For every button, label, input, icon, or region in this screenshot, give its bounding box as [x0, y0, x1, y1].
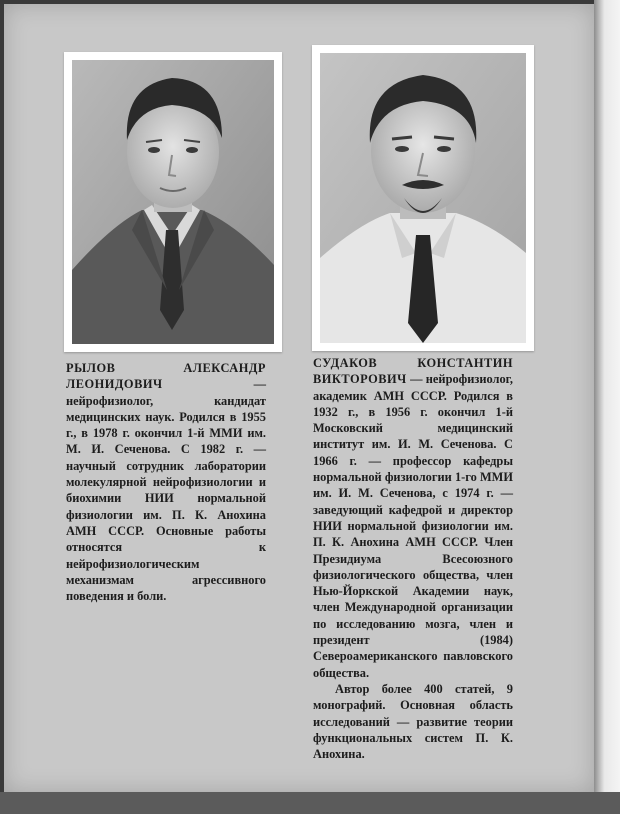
portrait-left-photo	[72, 60, 274, 344]
bio-left-name: РЫЛОВ АЛЕКСАНДР ЛЕОНИДОВИЧ	[66, 361, 266, 392]
bio-left-text: — нейрофизиолог, кандидат медицинских наук. Родился в 1955 г., в 1978 г. окончил 1-й ММИ им. М. И. Сеченова. С 1982 г. — научный сотрудник лаборатории молекулярной нейрофизиологии и биохимии НИИ нормальной физиологии им. П. К. Анохина АМН СССР. Основные работы относятся к нейрофизиологическим механизмам агрессивного поведения и боли.	[66, 377, 266, 604]
bio-right-text: — нейрофизиолог, академик АМН СССР. Родился в 1932 г., в 1956 г. окончил 1-й Московский медицинский институт им. И. М. Сеченова. С 1966 г. — профессор кафедры нормальной физиологии 1-го ММИ им. И. М. Сеченова, с 1974 г. — заведующий кафедрой и директор НИИ нормальной физиологии им. П. К. Анохина АМН СССР. Член Президиума Всесоюзного физиологического общества, член Нью-Йоркской Академии наук, член Международной организации по исследованию мозга, член и президент (1984) Североамериканского павловского общества.	[313, 372, 513, 680]
portrait-right-photo	[320, 53, 526, 343]
bio-right-text2: Автор более 400 статей, 9 монографий. Основная область исследований — развитие теории функциональных систем П. К. Анохина.	[313, 681, 513, 762]
scan-background	[0, 792, 620, 814]
page-edge	[594, 0, 620, 814]
bio-right-name: СУДАКОВ КОНСТАНТИН ВИКТОРОВИЧ	[313, 356, 513, 387]
bio-right	[313, 355, 513, 762]
portrait-left-frame	[64, 52, 282, 352]
bio-left	[66, 360, 266, 604]
portrait-right-frame	[312, 45, 534, 351]
